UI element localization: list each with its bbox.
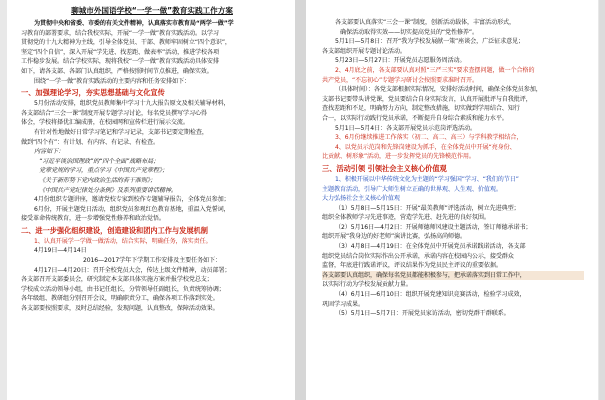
text-line: 学校成立活动领导小组，由书记任组长，分管领导任副组长，负责统筹协调；	[21, 285, 225, 293]
text-line: 各支部结合“三会一课”制度开展专题学习讨论，每名党员撰写学习心得	[21, 109, 207, 117]
text-line: 5月1日—5月4日：各支部开展党员示范岗评选活动。	[335, 124, 476, 132]
text-line: 4月19日—4月14日	[34, 247, 87, 255]
document-page-2	[306, 0, 598, 400]
text-line: 各支部召开支部委员会，研究制定本支部具体实施方案并报学校党总支；	[21, 276, 213, 284]
text-line: 有针对性地做好日常学习笔记和学习记录，支部书记要定期检查，	[34, 128, 208, 136]
text-line: 支部书记要带头讲党课，党员要结合自身实际发言，认真开展批评与自我批评，	[322, 95, 532, 103]
text-line: 体会，学校将择优汇编成册，在校园网和宣传栏进行展示交流。	[21, 119, 189, 127]
subsection-heading: 1、认真开展学一学做一做活动，结合实际，明确任务，落实责任。	[34, 237, 212, 245]
page-2-body	[322, 85, 584, 133]
text-line: 组织党员结合岗位实际作出公开承诺，承诺内容在校园内公示，接受群众	[322, 252, 514, 260]
text-line: （具体时间）：各党支部根据实际情况，安排好活动时间，确保全体党员参加，	[335, 86, 542, 94]
text-line: 2、4月底之前，各支部要认真对照“三严三实”要求查摆问题，做一个合格的	[335, 66, 535, 74]
text-line: 为贯彻中央和省委、市委的有关文件精神，认真落实市教育局“两学一做”学	[34, 20, 234, 27]
text-line: 坚定“四个自信”，深入开展“学先进、找差距、做表率”活动，推进学校各项	[21, 48, 220, 56]
text-line: 确保活动取得实效——切实提高党员的“党性修养”。	[340, 28, 478, 36]
text-line: 党章党规的学习，重点学习《中国共产党章程》；	[39, 167, 168, 175]
text-line: 3、6月份继续推进工作落实（初二、高二、高三）与学科教学相结合，	[335, 134, 523, 142]
text-line: （1）5月8日—5月15日：开展“最美教师”评选活动，树立先进典型；	[335, 204, 520, 212]
text-line: 大力弘扬社会主义核心价值观	[322, 195, 400, 203]
text-line: 贯彻党的十九大精神为主线，引导全体党员、干部、教师牢固树立“四个意识”，	[21, 39, 231, 47]
text-line: 4、以党员示范岗和先锋岗建设为抓手，在全体党员中开展“亮身份、	[335, 143, 516, 151]
study-content-quote	[21, 147, 283, 195]
text-line: 内容如下：	[34, 148, 64, 156]
text-line: 5月份活动安排，组织党员教师集中学习十九大报告原文及相关辅导材料，	[34, 100, 230, 108]
text-line: 主题教育活动，引导广大师生树立正确的世界观、人生观、价值观。	[322, 185, 502, 193]
section-1-body	[21, 99, 283, 147]
text-line: 习教育的部署要求，结合我校实际，开展“一学一做”教育实践活动。以学习	[21, 29, 219, 37]
text-line: 4月17日—4月20日：召开全校党员大会，传达上级文件精神，动员部署；	[34, 266, 231, 274]
text-line: （4）6月1日—6月10日：组织开展党建知识竞赛活动，检验学习成效，	[335, 291, 526, 299]
red-item-3	[322, 133, 584, 162]
section-heading-2: 二、进一步强化组织建设，创造建设和团内工作与发展机制	[21, 225, 208, 235]
text-line: 监督，年底进行践诺评议，评议结果作为党员民主评议的重要依据。	[322, 262, 502, 270]
text-line: 工作稳步发展。结合学校实际，现将我校“一学一做”教育实践活动具体安排	[21, 58, 219, 66]
text-line: 2016—2017学年下学期工作安排及主要任务如下：	[82, 257, 222, 265]
intro-paragraph	[21, 19, 283, 86]
text-line: 各支部要按照要求，及时总结经验，发现问题，认真整改，保障活动效果。	[21, 305, 219, 313]
text-line: “习近平谈治国理政”的“四个全面”战略布局；	[39, 157, 160, 165]
text-line: 各年级组、教研组分别召开会议，明确职责分工，确保各项工作落到实处。	[21, 295, 219, 303]
text-line: 1、积极开展以中华传统文化为主题的“学习强国”学习、“我们的节日”	[335, 175, 519, 183]
section-3-body	[322, 204, 584, 319]
red-item-2	[322, 66, 584, 85]
text-line: （3）4月8日—4月19日：在全体党员中开展党员承诺践诺活动，各支部	[335, 243, 526, 251]
text-line: 比贡献、树形象”活动，进一步发挥党员的先锋模范作用。	[322, 153, 475, 161]
page-2-intro	[322, 18, 584, 66]
text-line: 《关于新形势下党内政治生活的若干准则》；	[39, 176, 156, 184]
section-1-body-2	[21, 195, 283, 224]
text-line: 《中国共产党纪律处分条例》及系列重要讲话精神。	[39, 186, 177, 194]
vertical-scrollbar[interactable]	[599, 0, 605, 400]
section-heading-1: 一、加强理论学习，夯实思想基础与文化宣传	[21, 88, 165, 98]
text-line: 以实际行动为学校发展贡献力量。	[322, 281, 412, 289]
text-line: 组织开展“我身边的好老师”演讲比赛，弘扬高尚师德。	[322, 233, 466, 241]
text-line: 合一，以实际行动践行党员承诺，不断提升自身综合素质和能力水平。	[322, 114, 508, 122]
text-line: 巩固学习成果。	[322, 300, 364, 308]
text-line: 各支部要认真落实“三会一课”制度，创新活动载体，丰富活动形式，	[335, 19, 515, 26]
text-line: 5月1日—5月8日：召开“我为学校发展献一策”座谈会，广泛征求意见；	[335, 38, 525, 46]
section-2-body	[21, 246, 283, 313]
text-line: （5）5月1日—5月7日：开展党员家访活动，密切党群干群联系。	[335, 310, 510, 318]
text-line: 6月份，开展主题党日活动，组织党员参观红色教育基地，重温入党誓词，	[34, 205, 230, 213]
document-page-1	[7, 0, 295, 400]
text-line: 组织全体教师学习先进事迹，营造学先进、赶先进的良好氛围。	[322, 214, 490, 222]
text-line: 做到“四个有”：有计划、有内容、有记录、有检查。	[21, 138, 159, 146]
blue-item-1	[322, 175, 584, 204]
text-line: 各支部组织开展专题讨论活动。	[322, 47, 406, 55]
text-line: 接受革命传统教育，进一步增强党性修养和政治觉悟。	[21, 215, 165, 223]
text-line: 各支部要认真组织，确保每名党员都能积极参与，把承诺落实到日常工作中，	[322, 271, 584, 281]
section-heading-3: 三、活动引领 引领社会主义核心价值观	[322, 163, 447, 173]
text-line: 4月份组织专题讲座，邀请党校专家到校作专题辅导报告，全体党员参加；	[34, 196, 230, 204]
text-line: 共产党员，“不忘初心”专题学习研讨会按照要求准时召开。	[322, 76, 478, 84]
text-line: 5月23日—5月27日：开展党员志愿服务周活动。	[335, 57, 466, 65]
document-title: 聊城市外国语学校“一学一做”教育实践工作方案	[71, 6, 233, 15]
text-line: （2）5月16日—4月2日：开展师德师风建设主题活动，签订师德承诺书；	[335, 223, 532, 231]
text-line: 如下，请各支部、各部门认真组织，严格按照时间节点推进，确保实效。	[21, 67, 213, 75]
text-line: 围绕“一学一做”教育实践活动的主要内容和任务安排如下：	[34, 77, 190, 85]
page-gap	[295, 0, 306, 400]
text-line: 查找差距和不足，明确努力方向，制定整改措施，切实做到学用结合、知行	[322, 105, 520, 113]
